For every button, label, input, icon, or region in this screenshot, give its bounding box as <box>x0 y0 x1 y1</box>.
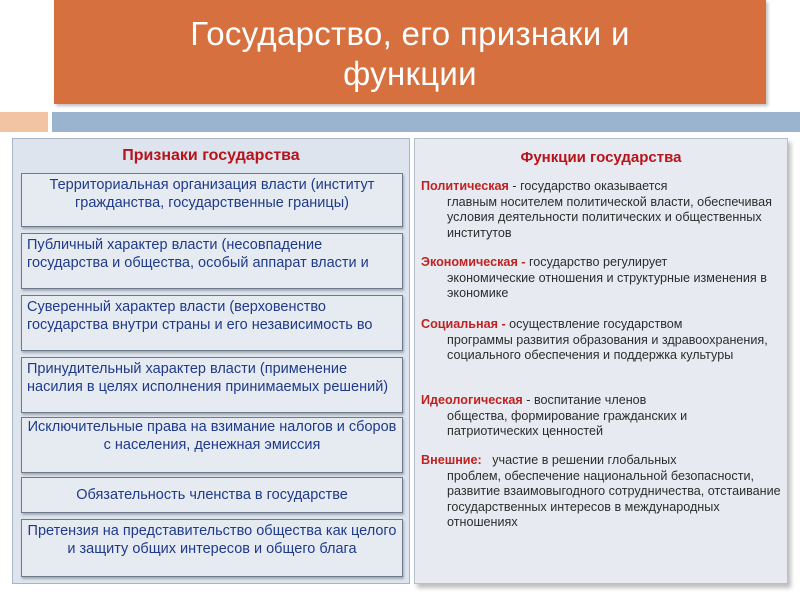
function-separator <box>482 453 493 467</box>
sign-item-text: Суверенный характер власти (верховенство государства внутри страны и его независимость во <box>27 299 373 333</box>
function-term: Экономическая - <box>421 255 526 269</box>
top-left-accent <box>0 0 52 112</box>
sign-item-public <box>21 233 403 289</box>
function-separator: - <box>522 393 534 407</box>
title-line-1: Государство, его признаки и <box>190 15 630 52</box>
function-description: главным носителем политической власти, обеспечивая условия деятельности политических и общественных институтов <box>447 194 772 240</box>
sign-item-membership <box>21 477 403 513</box>
function-description: проблем, обеспечение национальной безопасности, развитие взаимовыгодного сотрудничества, отстаивание государственных интересов в международных отношениях <box>447 468 781 530</box>
title-bar <box>54 0 766 104</box>
function-social <box>421 317 781 364</box>
sign-item-text: Исключительные права на взимание налогов и сборов с населения, денежная эмиссия <box>27 419 397 453</box>
sign-item-territorial <box>21 173 403 227</box>
function-first-line: воспитание членов <box>533 393 647 407</box>
function-term: Идеологическая <box>421 393 523 407</box>
blue-strip <box>52 112 800 132</box>
function-first-line: осуществление государством <box>509 317 683 331</box>
signs-panel <box>12 138 410 584</box>
sign-item-text: Публичный характер власти (несовпадение государства и общества, особый аппарат власти и <box>27 237 369 271</box>
function-description: экономические отношения и структурные изменения в экономике <box>447 270 767 301</box>
function-term: Политическая <box>421 179 509 193</box>
orange-strip <box>0 112 48 132</box>
function-first-line: участие в решении глобальных <box>492 453 677 467</box>
function-description: программы развития образования и здравоохранения, социального обеспечения и поддержка культуры <box>447 332 768 363</box>
sign-item-text: Принудительный характер власти (применение насилия в целях исполнения принимаемых решений) <box>27 361 389 395</box>
sign-item-sovereign <box>21 295 403 351</box>
title-line-2: функции <box>343 55 477 92</box>
sign-item-text: Обязательность членства в государстве <box>76 487 348 503</box>
signs-header: Признаки государства <box>122 147 300 164</box>
functions-header: Функции государства <box>520 149 682 166</box>
function-ideological <box>421 393 781 440</box>
sign-item-representation <box>21 519 403 577</box>
sign-item-taxes <box>21 417 403 473</box>
function-first-line: государство оказывается <box>520 179 668 193</box>
sign-item-text: Территориальная организация власти (институт гражданства, государственные границы) <box>49 177 375 211</box>
function-term: Социальная - <box>421 317 506 331</box>
function-separator: - <box>508 179 521 193</box>
function-political <box>421 179 781 241</box>
function-term: Внешние: <box>421 453 482 467</box>
slide-title <box>54 14 766 94</box>
sign-item-text: Претензия на представительство общества как целого и защиту общих интересов и общего блага <box>27 523 397 557</box>
function-description: общества, формирование гражданских и патриотических ценностей <box>447 408 688 439</box>
functions-panel <box>414 138 788 584</box>
function-first-line: государство регулирует <box>528 255 668 269</box>
function-external <box>421 453 781 531</box>
function-economic <box>421 255 781 302</box>
sign-item-coercive <box>21 357 403 413</box>
